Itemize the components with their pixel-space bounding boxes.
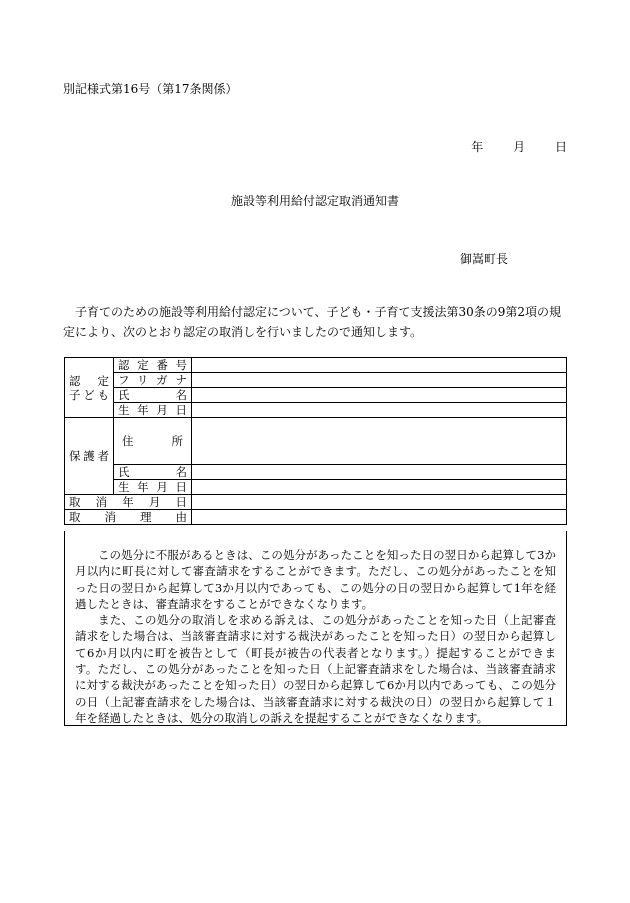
intro-paragraph: 子育てのための施設等利用給付認定について、子ども・子育て支援法第30条の9第2項の規定により、次のとおり認定の取消しを行いましたので通知します。 [63, 305, 562, 339]
cancel-reason-field[interactable] [192, 510, 567, 525]
table-row [65, 465, 567, 480]
table-row [65, 388, 567, 403]
child-birth-label: 生年月日 [114, 403, 192, 418]
table-row [65, 480, 567, 495]
date-line [449, 138, 567, 155]
date-day: 日 [554, 140, 567, 154]
notice-paragraph-1: この処分に不服があるときは、この処分があったことを知った日の翌日から起算して3か月以内に町長に対して審査請求をすることができます。ただし、この処分があったことを知った日の翌日から起算して3か月以内であっても、この処分の日の翌日から起算して1年を経過したときは、審査請求をすることができなくなります。 [75, 548, 556, 611]
document-title: 施設等利用給付認定取消通知書 [230, 194, 399, 208]
guardian-group-text: 保護者 [69, 449, 109, 463]
form-number: 別記様式第16号（第17条関係） [63, 82, 238, 96]
notice-paragraph-2: また、この処分の取消しを求める訴えは、この処分があったことを知った日（上記審査請求をした場合は、当該審査請求に対する裁決があったことを知った日）の翌日から起算して6か月以内に町を被告として（町長が被告の代表者となります。）提起することができます。ただし、この処分があったことを知った日（上記審査請求をした場合は、当該審査請求に対する裁決があったことを知った日）の翌日から起算して6か月以内であっても、この処分の日（上記審査請求をした場合は、当該審査請求に対する裁決の日）の翌日から起算して１年を経過したときは、処分の取消しの訴えを提起することができなくなります。 [75, 613, 556, 725]
address-label: 住所 [114, 418, 192, 465]
cert-number-label: 認定番号 [114, 358, 192, 373]
table-row [65, 495, 567, 510]
child-group-label [65, 358, 114, 418]
child-group-line2: 子ども [69, 387, 109, 402]
guardian-birth-label: 生年月日 [114, 480, 192, 495]
guardian-name-field[interactable] [192, 465, 567, 480]
guardian-name-label: 氏名 [114, 465, 192, 480]
issuer: 御嵩町長 [459, 252, 508, 266]
table-row [65, 418, 567, 465]
child-birth-field[interactable] [192, 403, 567, 418]
guardian-birth-field[interactable] [192, 480, 567, 495]
table-row [65, 510, 567, 525]
address-field[interactable] [192, 418, 567, 465]
appeal-notice [64, 531, 567, 726]
date-month: 月 [513, 140, 526, 154]
cert-number-field[interactable] [192, 358, 567, 373]
table-row [65, 373, 567, 388]
child-name-label: 氏名 [114, 388, 192, 403]
table-row [65, 403, 567, 418]
furigana-field[interactable] [192, 373, 567, 388]
info-table [64, 357, 567, 525]
furigana-label: フリガナ [114, 373, 192, 388]
cancel-reason-label: 取消理由 [65, 510, 192, 525]
date-year: 年 [471, 140, 484, 154]
child-name-field[interactable] [192, 388, 567, 403]
cancel-date-label: 取消年月日 [65, 495, 192, 510]
guardian-group-label [65, 418, 114, 495]
table-row [65, 358, 567, 373]
cancel-date-field[interactable] [192, 495, 567, 510]
child-group-line1: 認定 [69, 373, 109, 388]
